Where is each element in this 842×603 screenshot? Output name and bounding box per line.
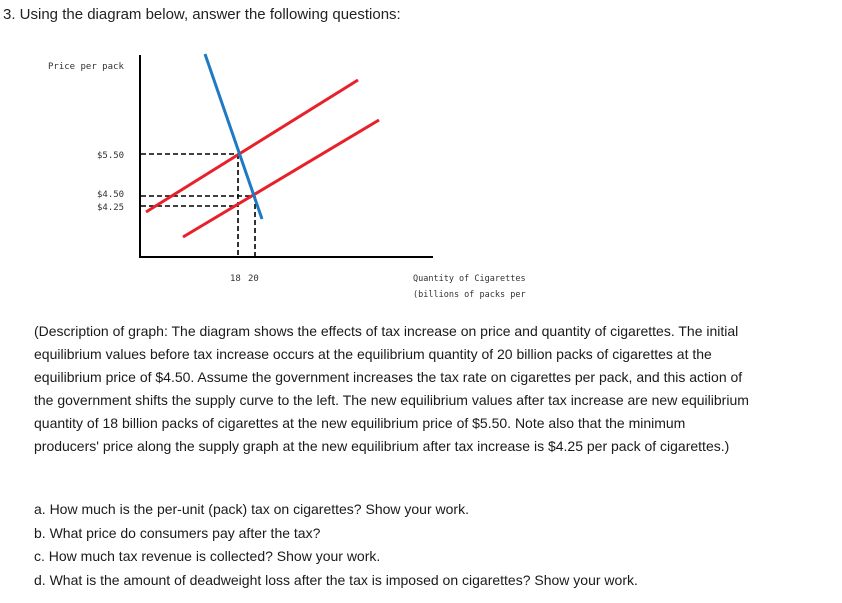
price-label-425: $4.25 bbox=[97, 203, 125, 213]
y-axis-label: Price per pack bbox=[48, 62, 124, 72]
question-c: c. How much tax revenue is collected? Show your work. bbox=[34, 548, 381, 564]
question-list bbox=[34, 498, 794, 592]
question-a: a. How much is the per-unit (pack) tax on cigarettes? Show your work. bbox=[34, 501, 469, 517]
question-header: 3. Using the diagram below, answer the following questions: bbox=[3, 6, 401, 23]
question-d: d. What is the amount of deadweight loss after the tax is imposed on cigarettes? Show your work. bbox=[34, 571, 638, 588]
x-axis-label-line2: (billions of packs per bbox=[413, 290, 526, 300]
qty-label-18: 18 bbox=[230, 274, 241, 284]
price-label-550: $5.50 bbox=[97, 151, 125, 161]
graph-description: (Description of graph: The diagram shows the effects of tax increase on price and quantity of cigarettes. The initial equilibrium values before tax increase occurs at the equilibrium quantity of 20 billion packs of cigarettes at the equilibrium price of $4.50. Assume the government increases the tax rate on cigarettes per pack, and this action of the government shifts the supply curve to the left. The new equilibrium values after tax increase are new equilibrium quantity of 18 billion packs of cigarettes at the new equilibrium price of $5.50. Note also that the minimum producers' price along the supply graph at the new equilibrium after tax increase is $4.25 per pack of cigarettes.) bbox=[34, 323, 749, 454]
qty-label-20: 20 bbox=[248, 274, 259, 284]
price-label-450: $4.50 bbox=[97, 190, 125, 200]
question-b: b. What price do consumers pay after the tax? bbox=[34, 524, 321, 541]
demand-curve bbox=[205, 54, 262, 219]
supply-curve-original bbox=[183, 120, 379, 237]
x-axis-label-line1: Quantity of Cigarettes bbox=[413, 274, 526, 284]
